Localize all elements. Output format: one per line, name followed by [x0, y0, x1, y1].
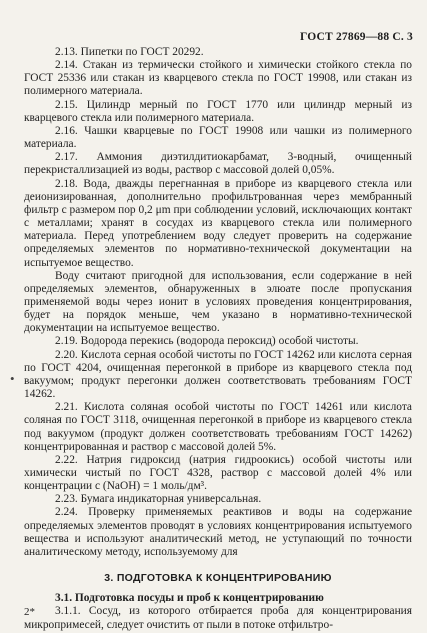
paragraph-water-criteria: Воду считают пригодной для использования, если содержание в ней определяемых элементов, обнаруженных в элюате после пропускания применяемой воды через ионит в условиях проведения концентрирования, будет на порядок меньше, чем указано в нормативно-технической документации на испытуемое вещество.	[24, 269, 412, 335]
paragraph-2-13: 2.13. Пипетки по ГОСТ 20292.	[55, 46, 204, 58]
section-title: 3. ПОДГОТОВКА К КОНЦЕНТРИРОВАНИЮ	[104, 572, 332, 585]
paragraph-2-24: 2.24. Проверку применяемых реактивов и воды на содержание определяемых элементов проводят в условиях концентрирования испытуемого вещества и используют аналитический метод, не уступающий по точности аналитическому методу, используемому для	[24, 506, 412, 558]
subsection-heading: 3.1. Подготовка посуды и проб к концентрированию	[55, 592, 324, 605]
paragraph-2-22: 2.22. Натрия гидроксид (натрия гидроокись) особой чистоты или химически чистый по ГОСТ 4328, раствор с массовой долей 4% или концентрации с (NaOH) = 1 моль/дм³.	[24, 453, 412, 493]
paragraph-2-18: 2.18. Вода, дважды перегнанная в приборе из кварцевого стекла или деионизированная, дополнительно профильтрованная через мембранный фильтр с размером пор 0,2 μm при соблюдении условий, исключающих контакт с металлами; хранят в сосудах из кварцевого стекла или полимерного материала. Перед употреблением воду следует проверить на содержание определяемых элементов по нормативно-технической документации на испытуемое вещество.	[24, 177, 412, 269]
paragraph-2-21: 2.21. Кислота соляная особой чистоты по ГОСТ 14261 или кислота соляная по ГОСТ 3118, очищенная перегонкой в приборе из кварцевого стекла под вакуумом (продукт должен соответствовать требованиям ГОСТ 14262) концентрированная и раствор с массовой долей 5%.	[24, 401, 412, 453]
paragraph-2-15: 2.15. Цилиндр мерный по ГОСТ 1770 или цилиндр мерный из кварцевого стекла или полимерного материала.	[24, 98, 412, 124]
paragraph-2-19: 2.19. Водорода перекись (водорода пероксид) особой чистоты.	[55, 335, 359, 348]
paragraph-2-16: 2.16. Чашки кварцевые по ГОСТ 19908 или чашки из полимерного материала.	[24, 124, 412, 151]
page-header: ГОСТ 27869—88 С. 3	[300, 31, 413, 43]
paragraph-2-17: 2.17. Аммония диэтилдитиокарбамат, 3-водный, очищенный перекристаллизацией из воды, раствор с массовой долей 0,05%.	[24, 151, 412, 177]
paragraph-2-20: 2.20. Кислота серная особой чистоты по ГОСТ 14262 или кислота серная по ГОСТ 4204, очищенная перегонкой в приборе из кварцевого стекла под вакуумом; продукт перегонки должен соответствовать требованиям ГОСТ 14262.	[24, 348, 412, 401]
signature-mark: 2*	[24, 606, 35, 618]
document-body	[24, 46, 412, 632]
paragraph-3-1-1: 3.1.1. Сосуд, из которого отбирается проба для концентрирования микропримесей, следует очистить от пыли в потоке отфильтро-	[24, 605, 412, 631]
paragraph-2-23: 2.23. Бумага индикаторная универсальная.	[55, 493, 262, 506]
margin-mark: •	[10, 371, 15, 386]
paragraph-2-14: 2.14. Стакан из термически стойкого и химически стойкого стекла по ГОСТ 25336 или стакан из кварцевого стекла по ГОСТ 19908, или стакан из полимерного материала.	[24, 59, 412, 98]
